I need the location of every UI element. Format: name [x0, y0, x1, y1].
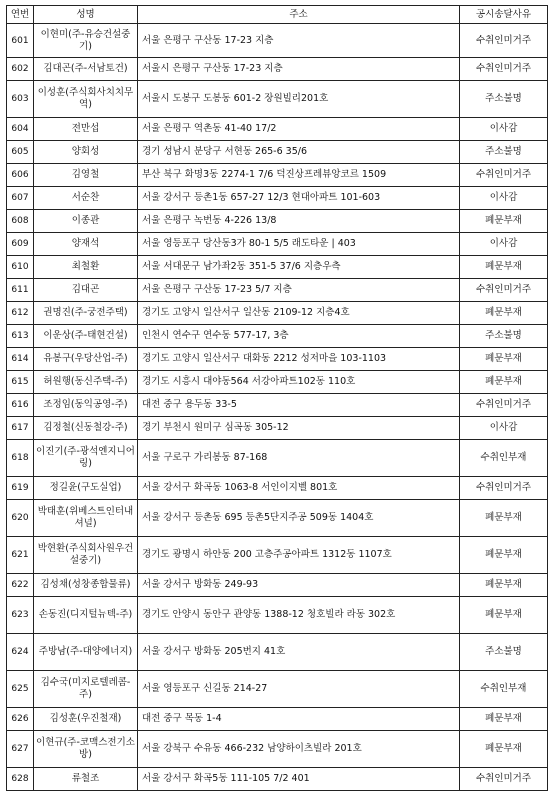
cell-reason: 수취인부재	[460, 440, 548, 477]
cell-name: 이진기(주-광석엔지니어링)	[34, 440, 138, 477]
table-body	[7, 24, 548, 791]
table-row	[7, 210, 548, 233]
cell-reason: 수취인미거주	[460, 394, 548, 417]
cell-number: 618	[7, 440, 34, 477]
cell-address: 경기도 고양시 일산서구 일산동 2109-12 지층4호	[138, 302, 460, 325]
table-row	[7, 537, 548, 574]
table-row	[7, 81, 548, 118]
header-name: 성명	[34, 6, 138, 24]
cell-address: 서울 강서구 등촌1동 657-27 12/3 현대아파트 101-603	[138, 187, 460, 210]
cell-number: 623	[7, 597, 34, 634]
cell-number: 604	[7, 118, 34, 141]
cell-name: 양재석	[34, 233, 138, 256]
table-row	[7, 141, 548, 164]
cell-reason: 주소불명	[460, 81, 548, 118]
cell-reason: 폐문부재	[460, 597, 548, 634]
cell-address: 서울 강서구 등촌동 695 등촌5단지주공 509동 1404호	[138, 500, 460, 537]
notice-table-container	[6, 5, 547, 791]
cell-reason: 폐문부재	[460, 574, 548, 597]
cell-reason: 폐문부재	[460, 302, 548, 325]
cell-reason: 폐문부재	[460, 500, 548, 537]
cell-number: 607	[7, 187, 34, 210]
cell-number: 609	[7, 233, 34, 256]
table-row	[7, 325, 548, 348]
table-row	[7, 708, 548, 731]
table-row	[7, 302, 548, 325]
cell-address: 부산 북구 화명3동 2274-1 7/6 덕진상프레뷰앙코르 1509	[138, 164, 460, 187]
cell-name: 박태훈(위베스트인터내셔널)	[34, 500, 138, 537]
cell-name: 이종관	[34, 210, 138, 233]
cell-name: 이성훈(주식회사치치무역)	[34, 81, 138, 118]
cell-reason: 주소불명	[460, 141, 548, 164]
header-address: 주소	[138, 6, 460, 24]
cell-number: 624	[7, 634, 34, 671]
table-row	[7, 233, 548, 256]
cell-reason: 이사감	[460, 187, 548, 210]
cell-name: 김영철	[34, 164, 138, 187]
cell-name: 박현환(주식회사원우건설중기)	[34, 537, 138, 574]
table-row	[7, 164, 548, 187]
table-row	[7, 256, 548, 279]
cell-name: 손동진(디지털뉴텍-주)	[34, 597, 138, 634]
table-row	[7, 348, 548, 371]
cell-number: 620	[7, 500, 34, 537]
cell-name: 주방남(주-대양에너지)	[34, 634, 138, 671]
cell-name: 권명진(주-궁전주택)	[34, 302, 138, 325]
cell-number: 617	[7, 417, 34, 440]
cell-name: 유봉구(우당산업-주)	[34, 348, 138, 371]
cell-name: 이현규(주-코맥스전기소방)	[34, 731, 138, 768]
cell-name: 조정임(동익공영-주)	[34, 394, 138, 417]
cell-address: 경기도 광명시 하안동 200 고층주공아파트 1312동 1107호	[138, 537, 460, 574]
cell-number: 611	[7, 279, 34, 302]
cell-address: 서울 은평구 녹번동 4-226 13/8	[138, 210, 460, 233]
cell-reason: 폐문부재	[460, 371, 548, 394]
cell-address: 경기 성남시 분당구 서현동 265-6 35/6	[138, 141, 460, 164]
cell-name: 이현미(주-유승건설중기)	[34, 24, 138, 58]
cell-number: 621	[7, 537, 34, 574]
cell-number: 628	[7, 768, 34, 791]
cell-number: 622	[7, 574, 34, 597]
cell-name: 김수국(미지로텔레콤-주)	[34, 671, 138, 708]
cell-reason: 폐문부재	[460, 256, 548, 279]
cell-reason: 수취인미거주	[460, 24, 548, 58]
table-row	[7, 279, 548, 302]
cell-reason: 이사감	[460, 118, 548, 141]
cell-reason: 폐문부재	[460, 348, 548, 371]
cell-name: 전만섭	[34, 118, 138, 141]
cell-address: 서울 강북구 수유동 466-232 남양하이츠빌라 201호	[138, 731, 460, 768]
header-row	[7, 6, 548, 24]
cell-address: 서울 강서구 방화동 205번지 41호	[138, 634, 460, 671]
cell-reason: 이사감	[460, 233, 548, 256]
cell-reason: 이사감	[460, 417, 548, 440]
cell-address: 대전 중구 목동 1-4	[138, 708, 460, 731]
cell-address: 서울 영등포구 당산동3가 80-1 5/5 래도타운 | 403	[138, 233, 460, 256]
cell-reason: 수취인미거주	[460, 164, 548, 187]
cell-address: 서울 강서구 방화동 249-93	[138, 574, 460, 597]
cell-name: 양회성	[34, 141, 138, 164]
table-row	[7, 671, 548, 708]
cell-address: 서울 강서구 화곡5동 111-105 7/2 401	[138, 768, 460, 791]
cell-address: 경기도 안양시 동안구 관양동 1388-12 청호빌라 라동 302호	[138, 597, 460, 634]
header-number: 연번	[7, 6, 34, 24]
cell-name: 이운상(주-태현건설)	[34, 325, 138, 348]
cell-name: 정길윤(구도실업)	[34, 477, 138, 500]
table-row	[7, 768, 548, 791]
cell-number: 612	[7, 302, 34, 325]
cell-name: 김정철(신동철강-주)	[34, 417, 138, 440]
cell-number: 606	[7, 164, 34, 187]
cell-address: 서울 서대문구 남가좌2동 351-5 37/6 지층우측	[138, 256, 460, 279]
cell-number: 626	[7, 708, 34, 731]
cell-address: 대전 중구 용두동 33-5	[138, 394, 460, 417]
cell-reason: 수취인미거주	[460, 58, 548, 81]
cell-address: 인천시 연수구 연수동 577-17, 3층	[138, 325, 460, 348]
cell-name: 허원행(동신주택-주)	[34, 371, 138, 394]
table-row	[7, 58, 548, 81]
table-row	[7, 477, 548, 500]
cell-address: 서울시 은평구 구산동 17-23 지층	[138, 58, 460, 81]
table-row	[7, 187, 548, 210]
cell-number: 608	[7, 210, 34, 233]
table-row	[7, 394, 548, 417]
cell-number: 625	[7, 671, 34, 708]
cell-number: 605	[7, 141, 34, 164]
table-row	[7, 24, 548, 58]
table-row	[7, 574, 548, 597]
cell-name: 김성채(성창종합물류)	[34, 574, 138, 597]
cell-reason: 폐문부재	[460, 731, 548, 768]
cell-number: 614	[7, 348, 34, 371]
cell-name: 김대곤	[34, 279, 138, 302]
cell-name: 김대곤(주-서남토건)	[34, 58, 138, 81]
table-row	[7, 731, 548, 768]
cell-address: 서울 은평구 구산동 17-23 지층	[138, 24, 460, 58]
table-row	[7, 371, 548, 394]
cell-address: 서울 은평구 역촌동 41-40 17/2	[138, 118, 460, 141]
cell-address: 서울 은평구 구산동 17-23 5/7 지층	[138, 279, 460, 302]
cell-address: 서울시 도봉구 도봉동 601-2 장원빌리201호	[138, 81, 460, 118]
cell-name: 김성훈(우진철재)	[34, 708, 138, 731]
cell-address: 서울 강서구 화곡동 1063-8 서인이지벨 801호	[138, 477, 460, 500]
cell-reason: 수취인미거주	[460, 768, 548, 791]
cell-number: 619	[7, 477, 34, 500]
table-row	[7, 417, 548, 440]
cell-name: 최철환	[34, 256, 138, 279]
cell-address: 경기도 고양시 일산서구 대화동 2212 성저마을 103-1103	[138, 348, 460, 371]
table-row	[7, 118, 548, 141]
cell-reason: 주소불명	[460, 325, 548, 348]
table-header	[7, 6, 548, 24]
cell-reason: 주소불명	[460, 634, 548, 671]
table-row	[7, 597, 548, 634]
cell-address: 경기도 시흥시 대야동564 서강아파트102동 110호	[138, 371, 460, 394]
cell-name: 류철조	[34, 768, 138, 791]
cell-number: 603	[7, 81, 34, 118]
cell-reason: 수취인미거주	[460, 279, 548, 302]
cell-address: 서울 영등포구 신길동 214-27	[138, 671, 460, 708]
cell-number: 613	[7, 325, 34, 348]
cell-address: 서울 구로구 가리봉동 87-168	[138, 440, 460, 477]
table-row	[7, 440, 548, 477]
table-row	[7, 500, 548, 537]
cell-number: 610	[7, 256, 34, 279]
header-reason: 공시송달사유	[460, 6, 548, 24]
cell-reason: 수취인미거주	[460, 477, 548, 500]
table-row	[7, 634, 548, 671]
cell-address: 경기 부천시 원미구 심곡동 305-12	[138, 417, 460, 440]
cell-number: 601	[7, 24, 34, 58]
cell-number: 616	[7, 394, 34, 417]
cell-reason: 폐문부재	[460, 708, 548, 731]
cell-number: 602	[7, 58, 34, 81]
cell-reason: 수취인부재	[460, 671, 548, 708]
cell-name: 서순찬	[34, 187, 138, 210]
public-notice-table	[6, 5, 548, 791]
cell-number: 615	[7, 371, 34, 394]
cell-number: 627	[7, 731, 34, 768]
cell-reason: 폐문부재	[460, 210, 548, 233]
cell-reason: 폐문부재	[460, 537, 548, 574]
